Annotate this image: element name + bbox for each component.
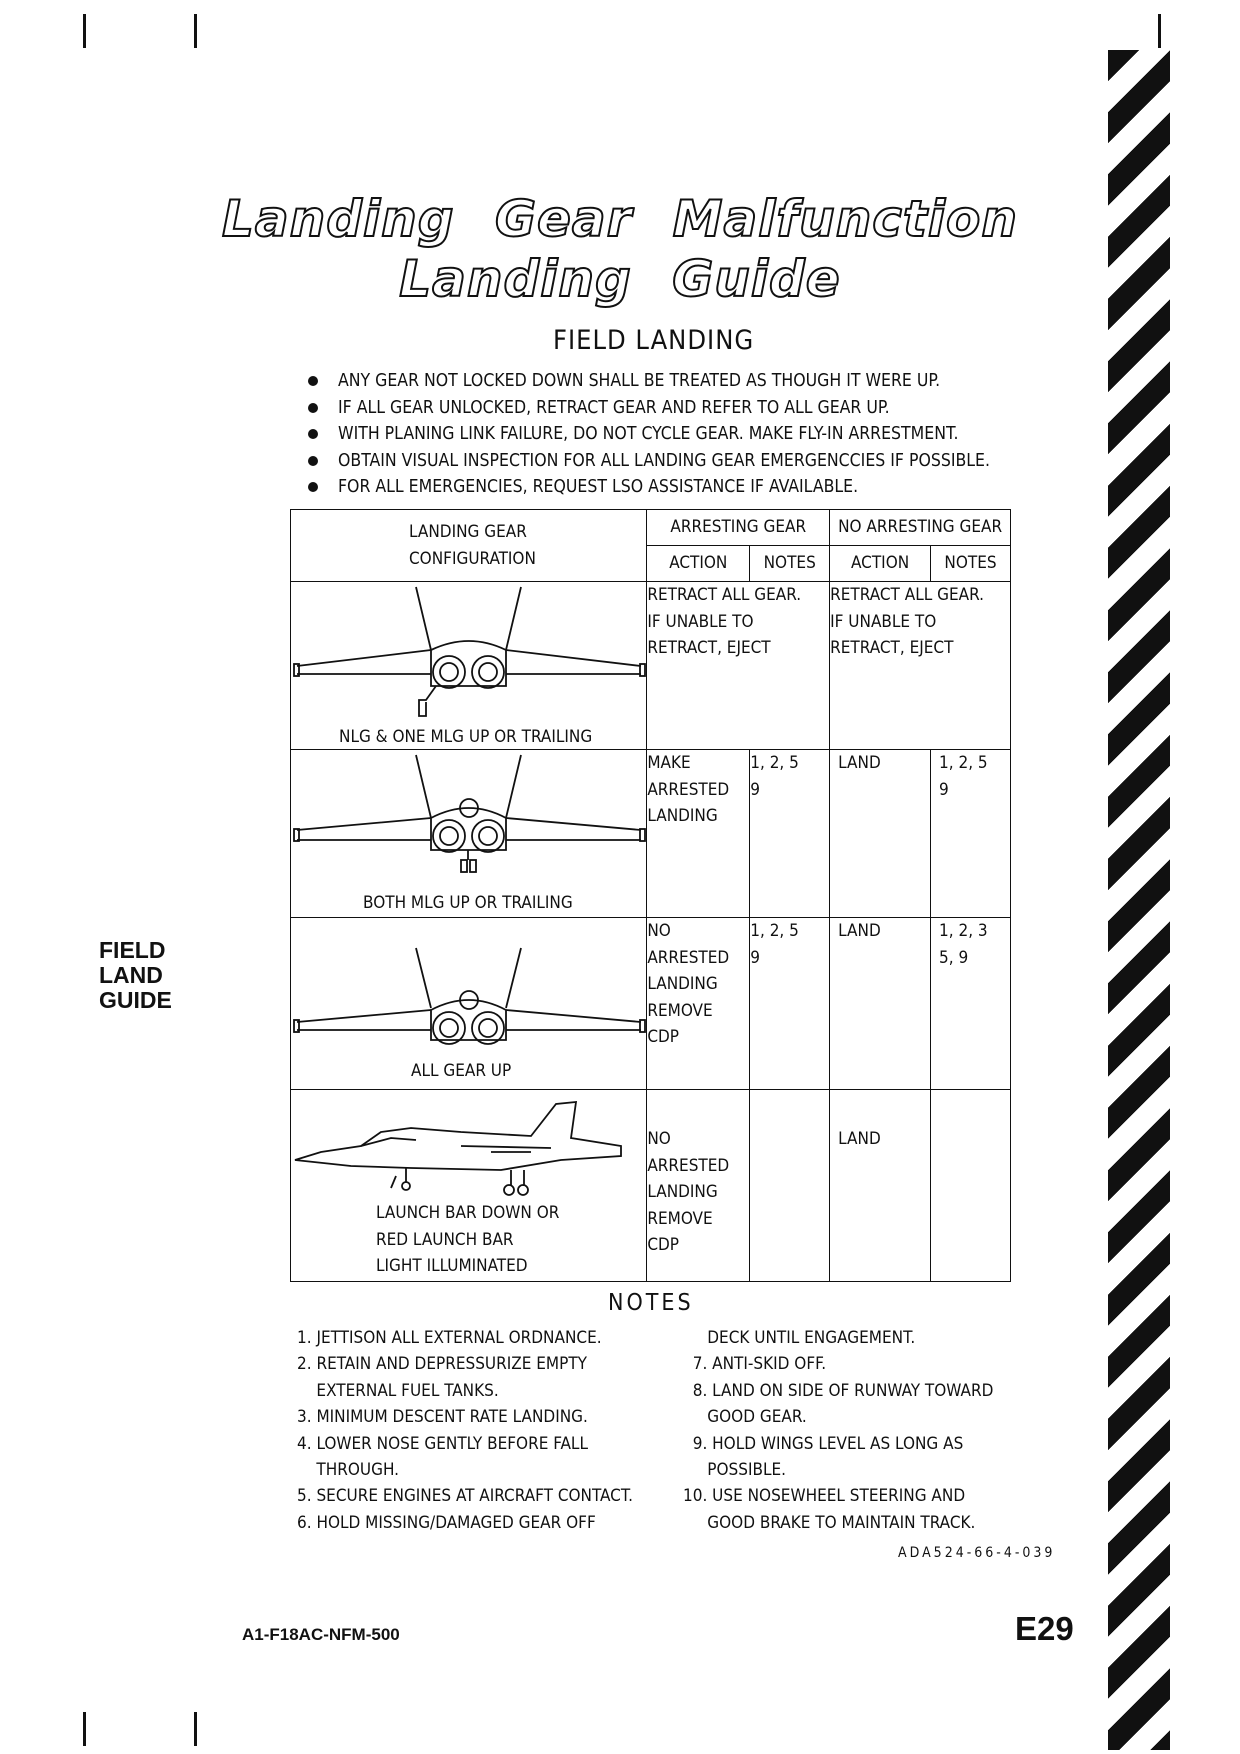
config-cell xyxy=(291,1090,647,1282)
note-line: GOOD GEAR. xyxy=(683,1407,807,1428)
note-line: 7. ANTI-SKID OFF. xyxy=(683,1354,827,1375)
landing-guide-table xyxy=(290,509,1011,1282)
bullet-item: FOR ALL EMERGENCIES, REQUEST LSO ASSISTANCE IF AVAILABLE. xyxy=(300,474,990,501)
note-line: 2. RETAIN AND DEPRESSURIZE EMPTY xyxy=(297,1354,587,1375)
no-arresting-notes-cell xyxy=(931,1090,1011,1282)
note-line: POSSIBLE. xyxy=(683,1460,786,1481)
side-tab-line: FIELD xyxy=(99,937,166,963)
no-arresting-notes-cell: 1, 2, 3 5, 9 xyxy=(931,918,1011,1090)
config-header-line-2: CONFIGURATION xyxy=(409,548,536,569)
arresting-action-cell: NO ARRESTED LANDING REMOVE CDP xyxy=(647,918,750,1090)
note-line: 8. LAND ON SIDE OF RUNWAY TOWARD xyxy=(683,1380,994,1401)
config-cell xyxy=(291,918,647,1090)
crop-mark xyxy=(83,1712,86,1746)
crop-mark xyxy=(194,14,197,48)
config-caption: NLG & ONE MLG UP OR TRAILING xyxy=(339,727,593,747)
config-caption: LAUNCH BAR DOWN OR RED LAUNCH BAR LIGHT ILLUMINATED xyxy=(376,1203,560,1276)
arresting-notes-cell xyxy=(750,1090,830,1282)
note-line: 3. MINIMUM DESCENT RATE LANDING. xyxy=(297,1407,588,1428)
config-cell xyxy=(291,582,647,750)
note-line: 5. SECURE ENGINES AT AIRCRAFT CONTACT. xyxy=(297,1486,634,1507)
no-arresting-action-cell: LAND xyxy=(830,1090,931,1282)
note-line: 9. HOLD WINGS LEVEL AS LONG AS xyxy=(683,1433,964,1454)
bullet-item: WITH PLANING LINK FAILURE, DO NOT CYCLE GEAR. MAKE FLY-IN ARRESTMENT. xyxy=(300,421,990,448)
config-caption: ALL GEAR UP xyxy=(411,1061,512,1081)
arresting-gear-header: ARRESTING GEAR xyxy=(647,510,830,546)
side-tab-line: GUIDE xyxy=(99,987,172,1013)
document-number: A1-F18AC-NFM-500 xyxy=(242,1625,400,1644)
no-arresting-action-cell: RETRACT ALL GEAR. IF UNABLE TO RETRACT, EJECT xyxy=(830,582,1011,750)
arresting-action-cell: RETRACT ALL GEAR. IF UNABLE TO RETRACT, EJECT xyxy=(647,582,830,750)
notes-left-column xyxy=(297,1325,633,1536)
arresting-action-cell: MAKE ARRESTED LANDING xyxy=(647,750,750,918)
bullet-item: ANY GEAR NOT LOCKED DOWN SHALL BE TREATED AS THOUGH IT WERE UP. xyxy=(300,368,990,395)
arresting-notes-cell: 1, 2, 5 9 xyxy=(750,918,830,1090)
section-title: FIELD LANDING xyxy=(553,325,755,356)
no-arresting-action-cell: LAND xyxy=(830,918,931,1090)
crop-mark xyxy=(1158,14,1161,48)
notes-right-column xyxy=(683,1325,993,1536)
no-arresting-gear-header: NO ARRESTING GEAR xyxy=(830,510,1011,546)
side-tab-label xyxy=(99,938,172,1013)
note-line: 6. HOLD MISSING/DAMAGED GEAR OFF xyxy=(297,1512,596,1533)
note-line: GOOD BRAKE TO MAINTAIN TRACK. xyxy=(683,1512,976,1533)
arresting-notes-header: NOTES xyxy=(750,546,830,582)
title-line-1: Landing Gear Malfunction xyxy=(222,190,1018,248)
no-arresting-notes-cell: 1, 2, 5 9 xyxy=(931,750,1011,918)
note-line: EXTERNAL FUEL TANKS. xyxy=(297,1380,499,1401)
config-caption: BOTH MLG UP OR TRAILING xyxy=(363,893,573,913)
config-cell xyxy=(291,750,647,918)
no-arresting-action-cell: LAND xyxy=(830,750,931,918)
bullet-item: OBTAIN VISUAL INSPECTION FOR ALL LANDING GEAR EMERGENCCIES IF POSSIBLE. xyxy=(300,448,990,475)
note-line: DECK UNTIL ENGAGEMENT. xyxy=(683,1328,916,1348)
note-line: THROUGH. xyxy=(297,1460,400,1481)
page-number: E29 xyxy=(1015,1610,1074,1647)
notes-title: NOTES xyxy=(608,1290,694,1316)
arresting-action-cell: NO ARRESTED LANDING REMOVE CDP xyxy=(647,1090,750,1282)
title-line-2: Landing Guide xyxy=(399,250,841,308)
config-header-line-1: LANDING GEAR xyxy=(409,522,527,542)
bullet-item: IF ALL GEAR UNLOCKED, RETRACT GEAR AND REFER TO ALL GEAR UP. xyxy=(300,395,990,422)
note-line: 4. LOWER NOSE GENTLY BEFORE FALL xyxy=(297,1433,588,1454)
bullet-list xyxy=(300,368,990,501)
no-arresting-action-header: ACTION xyxy=(830,546,931,582)
figure-id: ADA524-66-4-039 xyxy=(898,1545,1056,1561)
note-line: 10. USE NOSEWHEEL STEERING AND xyxy=(683,1486,966,1507)
crop-mark xyxy=(194,1712,197,1746)
arresting-notes-cell: 1, 2, 5 9 xyxy=(750,750,830,918)
side-tab-line: LAND xyxy=(99,962,163,988)
config-header xyxy=(291,510,647,582)
arresting-action-header: ACTION xyxy=(647,546,750,582)
no-arresting-notes-header: NOTES xyxy=(931,546,1011,582)
note-line: 1. JETTISON ALL EXTERNAL ORDNANCE. xyxy=(297,1328,602,1348)
crop-mark xyxy=(83,14,86,48)
